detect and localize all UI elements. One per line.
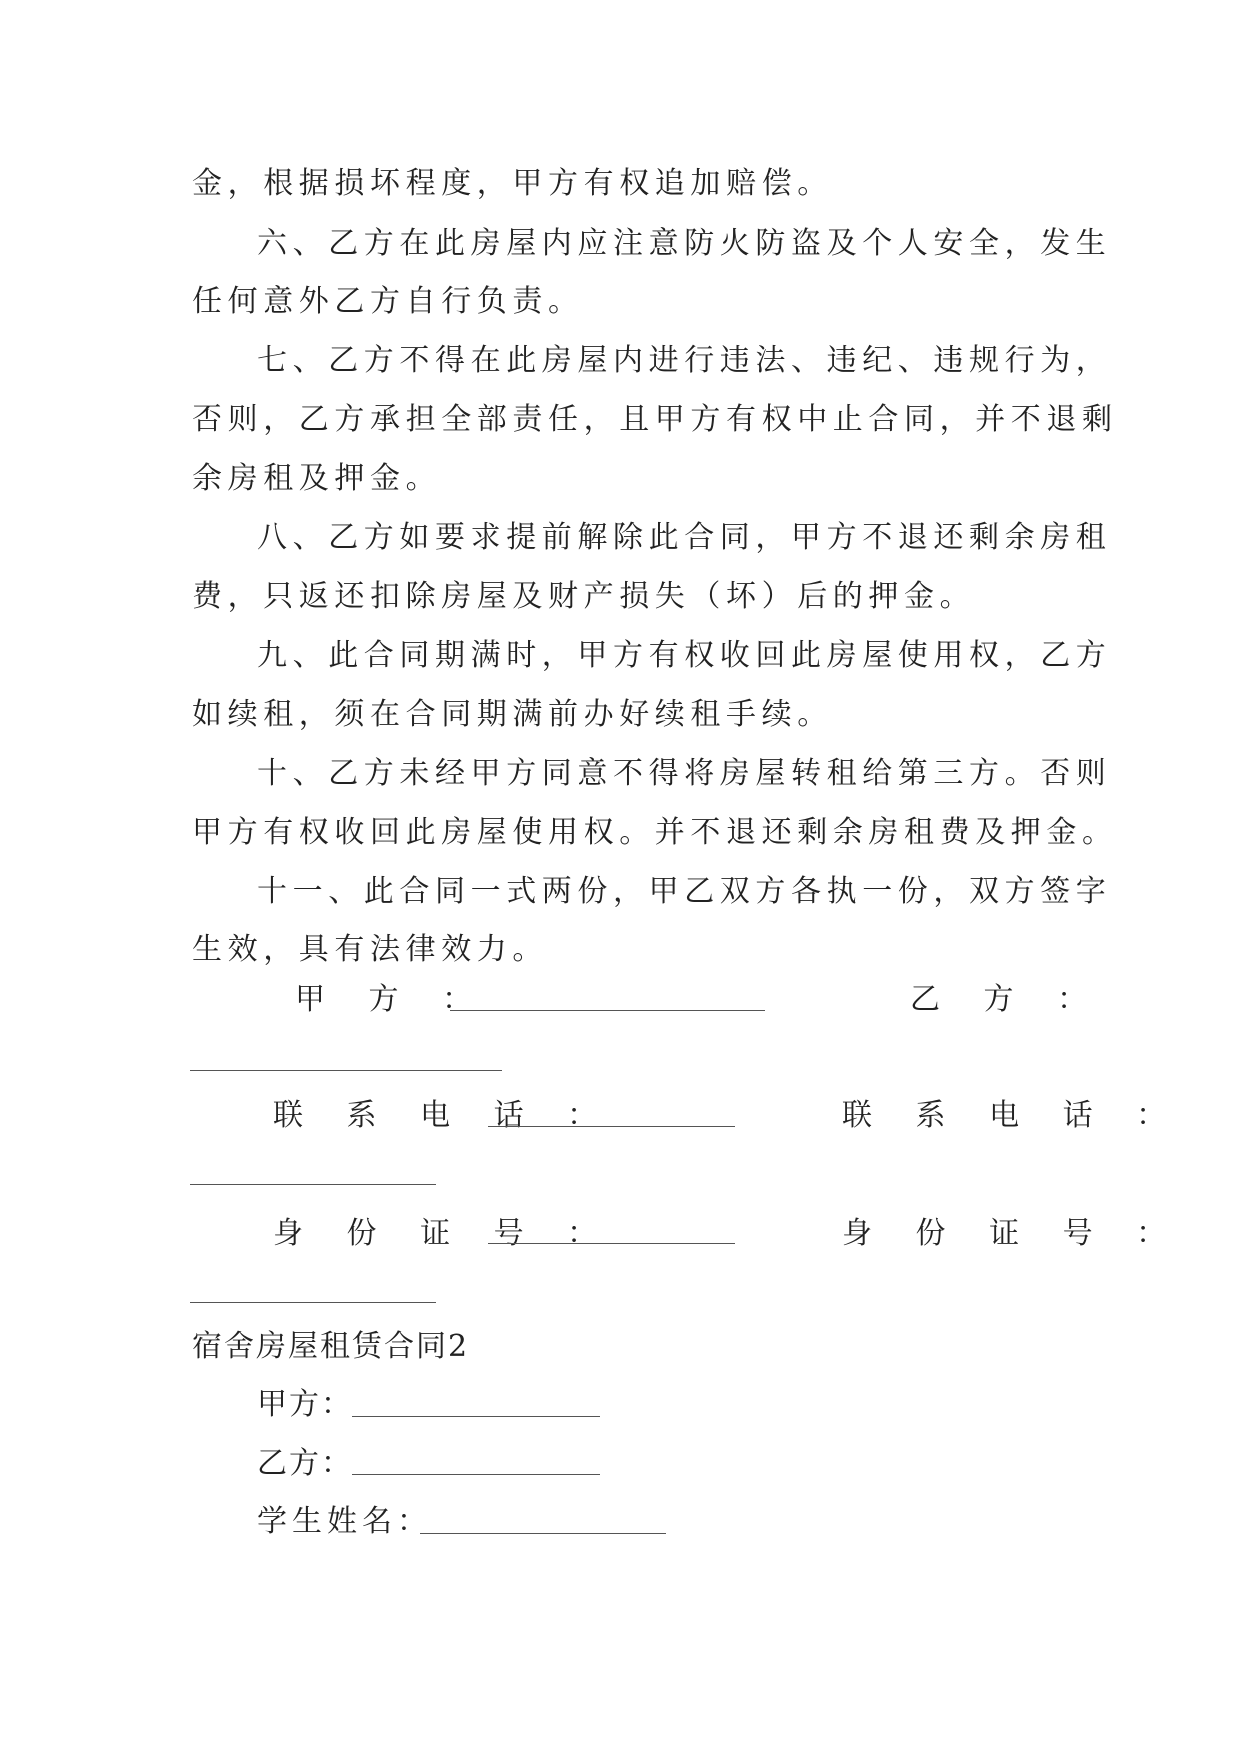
party-a-label: 甲 方 ： — [295, 982, 490, 1017]
paragraph-line: 金，根据损坏程度，甲方有权追加赔偿。 — [192, 166, 833, 201]
paragraph-line: 七、乙方不得在此房屋内进行违法、违纪、违规行为， — [257, 343, 1112, 378]
phone-b-blank — [190, 1184, 436, 1185]
paragraph-line: 十一、此合同一式两份，甲乙双方各执一份，双方签字 — [257, 874, 1112, 909]
paragraph-line: 任何意外乙方自行负责。 — [192, 284, 584, 319]
contract-2-party-a-blank — [352, 1416, 600, 1417]
paragraph-line: 否则，乙方承担全部责任，且甲方有权中止合同，并不退剩 — [192, 402, 1118, 437]
paragraph-line: 十、乙方未经甲方同意不得将房屋转租给第三方。否则 — [257, 756, 1112, 791]
id-a-label: 身 份 证 号 ： — [273, 1216, 615, 1251]
paragraph-line: 六、乙方在此房屋内应注意防火防盗及个人安全，发生 — [257, 226, 1112, 261]
paragraph-line: 如续租，须在合同期满前办好续租手续。 — [192, 697, 833, 732]
id-a-blank — [488, 1243, 735, 1244]
phone-b-label: 联 系 电 话 ： — [842, 1098, 1184, 1133]
student-name-label: 学生姓名： — [257, 1504, 432, 1539]
id-b-blank — [190, 1302, 436, 1303]
paragraph-line: 九、此合同期满时，甲方有权收回此房屋使用权，乙方 — [257, 638, 1112, 673]
paragraph-line: 费，只返还扣除房屋及财产损失（坏）后的押金。 — [192, 579, 976, 614]
phone-a-label: 联 系 电 话 ： — [273, 1098, 615, 1133]
id-b-label: 身 份 证 号 ： — [842, 1216, 1184, 1251]
student-name-blank — [420, 1533, 666, 1534]
party-b-label: 乙 方 ： — [910, 982, 1105, 1017]
paragraph-line: 甲方有权收回此房屋使用权。并不退还剩余房租费及押金。 — [192, 815, 1118, 850]
contract-2-party-b-label: 乙方： — [257, 1446, 353, 1481]
paragraph-line: 八、乙方如要求提前解除此合同，甲方不退还剩余房租 — [257, 520, 1112, 555]
paragraph-line: 生效，具有法律效力。 — [192, 932, 548, 967]
paragraph-line: 余房租及押金。 — [192, 461, 442, 496]
party-a-blank — [450, 1010, 765, 1011]
contract-2-title: 宿舍房屋租赁合同2 — [192, 1329, 470, 1364]
contract-2-party-a-label: 甲方： — [257, 1387, 353, 1422]
party-b-blank — [190, 1070, 502, 1071]
contract-2-party-b-blank — [352, 1474, 600, 1475]
phone-a-blank — [488, 1126, 735, 1127]
